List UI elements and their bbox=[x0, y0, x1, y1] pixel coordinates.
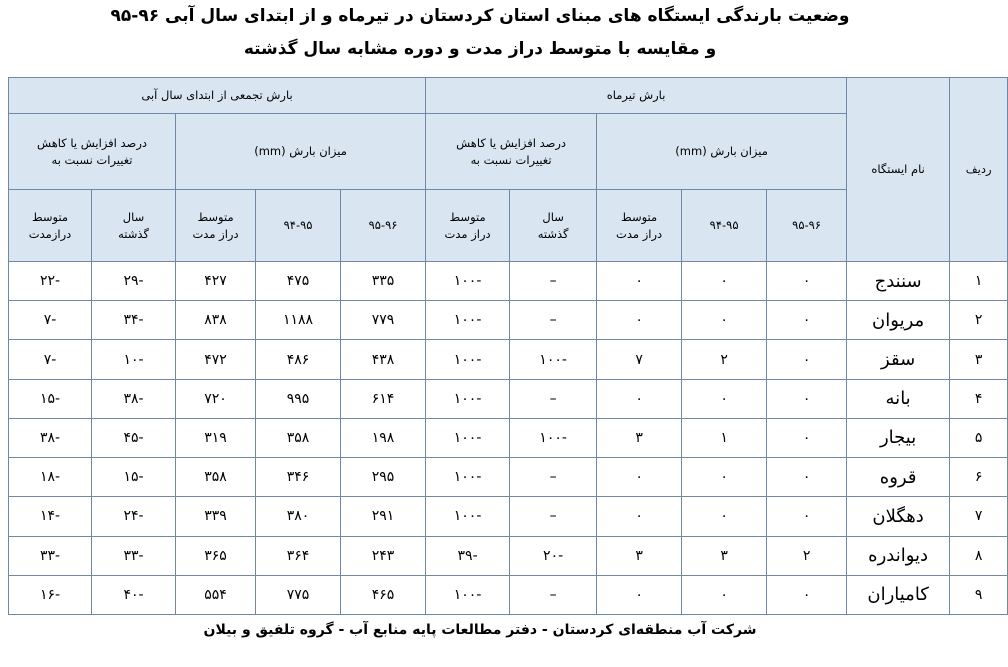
cumulative-longterm-change-cell: -۷ bbox=[9, 301, 92, 340]
monthly-longterm-avg-cell: ۳ bbox=[597, 418, 682, 457]
monthly-9495-cell: ۰ bbox=[682, 379, 767, 418]
monthly-9495-cell: ۱ bbox=[682, 418, 767, 457]
cumulative-9596-cell: ۱۹۸ bbox=[341, 418, 426, 457]
monthly-longterm-avg-cell: ۳ bbox=[597, 536, 682, 575]
cumulative-9596-cell: ۲۹۵ bbox=[341, 458, 426, 497]
label: دراز مدت bbox=[444, 226, 491, 241]
cumulative-longterm-avg-cell: ۸۳۸ bbox=[176, 301, 256, 340]
monthly-longterm-change-header bbox=[426, 190, 510, 262]
cumulative-change-line1: درصد افزایش یا کاهش bbox=[37, 135, 147, 150]
monthly-longterm-change-cell: -۱۰۰ bbox=[426, 340, 510, 379]
cumulative-9495-cell: ۳۵۸ bbox=[256, 418, 341, 457]
cumulative-longterm-avg-cell: ۳۶۵ bbox=[176, 536, 256, 575]
station-name-cell: کامیاران bbox=[847, 575, 950, 614]
station-name-cell: دیواندره bbox=[847, 536, 950, 575]
monthly-9596-cell: ۲ bbox=[767, 536, 847, 575]
monthly-9495-cell: ۰ bbox=[682, 301, 767, 340]
table-row bbox=[9, 575, 1008, 614]
monthly-last-year-change-cell: – bbox=[510, 262, 597, 301]
cumulative-9495-cell: ۱۱۸۸ bbox=[256, 301, 341, 340]
cumulative-9495-cell: ۹۹۵ bbox=[256, 379, 341, 418]
monthly-9596-header: ۹۵-۹۶ bbox=[767, 190, 847, 262]
row-number-cell: ۹ bbox=[950, 575, 1008, 614]
cumulative-last-year-change-cell: -۱۵ bbox=[92, 458, 176, 497]
monthly-longterm-change-cell: -۱۰۰ bbox=[426, 458, 510, 497]
table-row bbox=[9, 340, 1008, 379]
label: گذشته bbox=[537, 226, 569, 241]
cumulative-9596-cell: ۲۴۳ bbox=[341, 536, 426, 575]
station-name-cell: بانه bbox=[847, 379, 950, 418]
table-row bbox=[9, 301, 1008, 340]
report-title: وضعیت بارندگی ایستگاه های مبنای استان کردستان در تیرماه و از ابتدای سال آبی ۹۶-۹۵ bbox=[110, 6, 850, 26]
cumulative-9495-cell: ۳۴۶ bbox=[256, 458, 341, 497]
monthly-amount-header: میزان بارش (mm) bbox=[597, 114, 847, 190]
cumulative-9596-cell: ۴۶۵ bbox=[341, 575, 426, 614]
cumulative-change-line2: تغییرات نسبت به bbox=[51, 152, 133, 167]
monthly-last-year-header bbox=[510, 190, 597, 262]
row-number-cell: ۵ bbox=[950, 418, 1008, 457]
monthly-longterm-avg-cell: ۰ bbox=[597, 575, 682, 614]
monthly-longterm-avg-header bbox=[597, 190, 682, 262]
monthly-last-year-change-cell: – bbox=[510, 379, 597, 418]
monthly-longterm-change-cell: -۱۰۰ bbox=[426, 418, 510, 457]
row-number-cell: ۷ bbox=[950, 497, 1008, 536]
cumulative-9596-header: ۹۵-۹۶ bbox=[341, 190, 426, 262]
table-row bbox=[9, 418, 1008, 457]
cumulative-9495-cell: ۳۸۰ bbox=[256, 497, 341, 536]
monthly-last-year-change-cell: – bbox=[510, 575, 597, 614]
cumulative-longterm-avg-cell: ۳۱۹ bbox=[176, 418, 256, 457]
table-row bbox=[9, 262, 1008, 301]
monthly-9596-cell: ۰ bbox=[767, 301, 847, 340]
cumulative-9495-cell: ۴۷۵ bbox=[256, 262, 341, 301]
cumulative-last-year-change-cell: -۴۵ bbox=[92, 418, 176, 457]
monthly-longterm-change-cell: -۱۰۰ bbox=[426, 262, 510, 301]
cumulative-9596-cell: ۲۹۱ bbox=[341, 497, 426, 536]
monthly-change-line1: درصد افزایش یا کاهش bbox=[456, 135, 567, 150]
table-row bbox=[9, 458, 1008, 497]
cumulative-longterm-avg-cell: ۳۵۸ bbox=[176, 458, 256, 497]
rainfall-table bbox=[8, 77, 1008, 615]
label: متوسط bbox=[621, 209, 658, 224]
label: متوسط bbox=[31, 209, 69, 224]
label: دراز مدت bbox=[616, 226, 663, 241]
cumulative-last-year-change-cell: -۲۹ bbox=[92, 262, 176, 301]
monthly-last-year-change-cell: -۲۰ bbox=[510, 536, 597, 575]
monthly-longterm-change-cell: -۳۹ bbox=[426, 536, 510, 575]
station-name-header: نام ایستگاه bbox=[847, 78, 950, 262]
cumulative-longterm-change-cell: -۱۶ bbox=[9, 575, 92, 614]
monthly-9596-cell: ۰ bbox=[767, 340, 847, 379]
cumulative-last-year-header bbox=[92, 190, 176, 262]
cumulative-9596-cell: ۴۳۸ bbox=[341, 340, 426, 379]
monthly-9596-cell: ۰ bbox=[767, 379, 847, 418]
monthly-9596-cell: ۰ bbox=[767, 575, 847, 614]
monthly-9495-cell: ۲ bbox=[682, 340, 767, 379]
cumulative-longterm-change-cell: -۱۴ bbox=[9, 497, 92, 536]
cumulative-change-header bbox=[9, 114, 176, 190]
table-row bbox=[9, 536, 1008, 575]
cumulative-9495-cell: ۷۷۵ bbox=[256, 575, 341, 614]
row-number-cell: ۳ bbox=[950, 340, 1008, 379]
row-number-cell: ۴ bbox=[950, 379, 1008, 418]
monthly-change-line2: تغییرات نسبت به bbox=[470, 152, 552, 167]
monthly-longterm-change-cell: -۱۰۰ bbox=[426, 379, 510, 418]
row-number-cell: ۱ bbox=[950, 262, 1008, 301]
cumulative-last-year-change-cell: -۲۴ bbox=[92, 497, 176, 536]
monthly-9495-cell: ۰ bbox=[682, 458, 767, 497]
monthly-change-header bbox=[426, 114, 597, 190]
monthly-longterm-avg-cell: ۰ bbox=[597, 458, 682, 497]
monthly-longterm-change-cell: -۱۰۰ bbox=[426, 301, 510, 340]
monthly-last-year-change-cell: – bbox=[510, 497, 597, 536]
monthly-longterm-avg-cell: ۷ bbox=[597, 340, 682, 379]
cumulative-last-year-change-cell: -۳۸ bbox=[92, 379, 176, 418]
label: سال bbox=[122, 209, 145, 224]
station-name-cell: قروه bbox=[847, 458, 950, 497]
station-name-cell: سقز bbox=[847, 340, 950, 379]
label: دراز مدت bbox=[192, 226, 239, 241]
monthly-last-year-change-cell: – bbox=[510, 301, 597, 340]
monthly-longterm-avg-cell: ۰ bbox=[597, 262, 682, 301]
label: سال bbox=[542, 209, 564, 224]
cumulative-longterm-avg-cell: ۳۳۹ bbox=[176, 497, 256, 536]
row-number-cell: ۲ bbox=[950, 301, 1008, 340]
cumulative-longterm-change-header bbox=[9, 190, 92, 262]
cumulative-longterm-avg-header bbox=[176, 190, 256, 262]
monthly-9495-cell: ۳ bbox=[682, 536, 767, 575]
cumulative-last-year-change-cell: -۳۳ bbox=[92, 536, 176, 575]
cumulative-9596-cell: ۶۱۴ bbox=[341, 379, 426, 418]
monthly-9495-cell: ۰ bbox=[682, 262, 767, 301]
monthly-9495-header: ۹۴-۹۵ bbox=[682, 190, 767, 262]
monthly-longterm-avg-cell: ۰ bbox=[597, 379, 682, 418]
cumulative-9596-cell: ۷۷۹ bbox=[341, 301, 426, 340]
monthly-9596-cell: ۰ bbox=[767, 497, 847, 536]
table-row bbox=[9, 379, 1008, 418]
monthly-longterm-avg-cell: ۰ bbox=[597, 497, 682, 536]
monthly-last-year-change-cell: – bbox=[510, 458, 597, 497]
cumulative-longterm-change-cell: -۷ bbox=[9, 340, 92, 379]
cumulative-longterm-change-cell: -۱۸ bbox=[9, 458, 92, 497]
label: گذشته bbox=[118, 226, 149, 241]
cumulative-longterm-change-cell: -۳۳ bbox=[9, 536, 92, 575]
cumulative-longterm-change-cell: -۱۵ bbox=[9, 379, 92, 418]
station-name-cell: دهگلان bbox=[847, 497, 950, 536]
cumulative-last-year-change-cell: -۳۴ bbox=[92, 301, 176, 340]
cumulative-last-year-change-cell: -۴۰ bbox=[92, 575, 176, 614]
monthly-9495-cell: ۰ bbox=[682, 575, 767, 614]
cumulative-longterm-change-cell: -۲۲ bbox=[9, 262, 92, 301]
monthly-longterm-change-cell: -۱۰۰ bbox=[426, 575, 510, 614]
monthly-9596-cell: ۰ bbox=[767, 458, 847, 497]
station-name-cell: بیجار bbox=[847, 418, 950, 457]
station-name-cell: سنندج bbox=[847, 262, 950, 301]
monthly-9596-cell: ۰ bbox=[767, 418, 847, 457]
monthly-9495-cell: ۰ bbox=[682, 497, 767, 536]
cumulative-longterm-avg-cell: ۵۵۴ bbox=[176, 575, 256, 614]
report-subtitle: و مقایسه با متوسط دراز مدت و دوره مشابه سال گذشته bbox=[243, 39, 717, 59]
cumulative-amount-header: میزان بارش (mm) bbox=[176, 114, 426, 190]
cumulative-9495-cell: ۴۸۶ bbox=[256, 340, 341, 379]
row-number-cell: ۶ bbox=[950, 458, 1008, 497]
table-row bbox=[9, 497, 1008, 536]
monthly-longterm-avg-cell: ۰ bbox=[597, 301, 682, 340]
cumulative-9596-cell: ۳۳۵ bbox=[341, 262, 426, 301]
row-number-cell: ۸ bbox=[950, 536, 1008, 575]
monthly-rainfall-header: بارش تیرماه bbox=[426, 78, 847, 114]
table-body bbox=[9, 262, 1008, 615]
monthly-last-year-change-cell: -۱۰۰ bbox=[510, 340, 597, 379]
cumulative-9495-cell: ۳۶۴ bbox=[256, 536, 341, 575]
cumulative-longterm-avg-cell: ۷۲۰ bbox=[176, 379, 256, 418]
station-name-cell: مریوان bbox=[847, 301, 950, 340]
label: متوسط bbox=[449, 209, 486, 224]
monthly-last-year-change-cell: -۱۰۰ bbox=[510, 418, 597, 457]
cumulative-longterm-avg-cell: ۴۷۲ bbox=[176, 340, 256, 379]
label: متوسط bbox=[197, 209, 234, 224]
cumulative-longterm-avg-cell: ۴۲۷ bbox=[176, 262, 256, 301]
cumulative-rainfall-header: بارش تجمعی از ابتدای سال آبی bbox=[9, 78, 426, 114]
cumulative-longterm-change-cell: -۳۸ bbox=[9, 418, 92, 457]
cumulative-9495-header: ۹۴-۹۵ bbox=[256, 190, 341, 262]
cumulative-last-year-change-cell: -۱۰ bbox=[92, 340, 176, 379]
label: درازمدت bbox=[28, 226, 72, 241]
footer-source: شرکت آب منطقه‌ای کردستان - دفتر مطالعات پایه منابع آب - گروه تلفیق و بیلان bbox=[203, 622, 757, 638]
monthly-longterm-change-cell: -۱۰۰ bbox=[426, 497, 510, 536]
row-number-header: ردیف bbox=[950, 78, 1008, 262]
monthly-9596-cell: ۰ bbox=[767, 262, 847, 301]
